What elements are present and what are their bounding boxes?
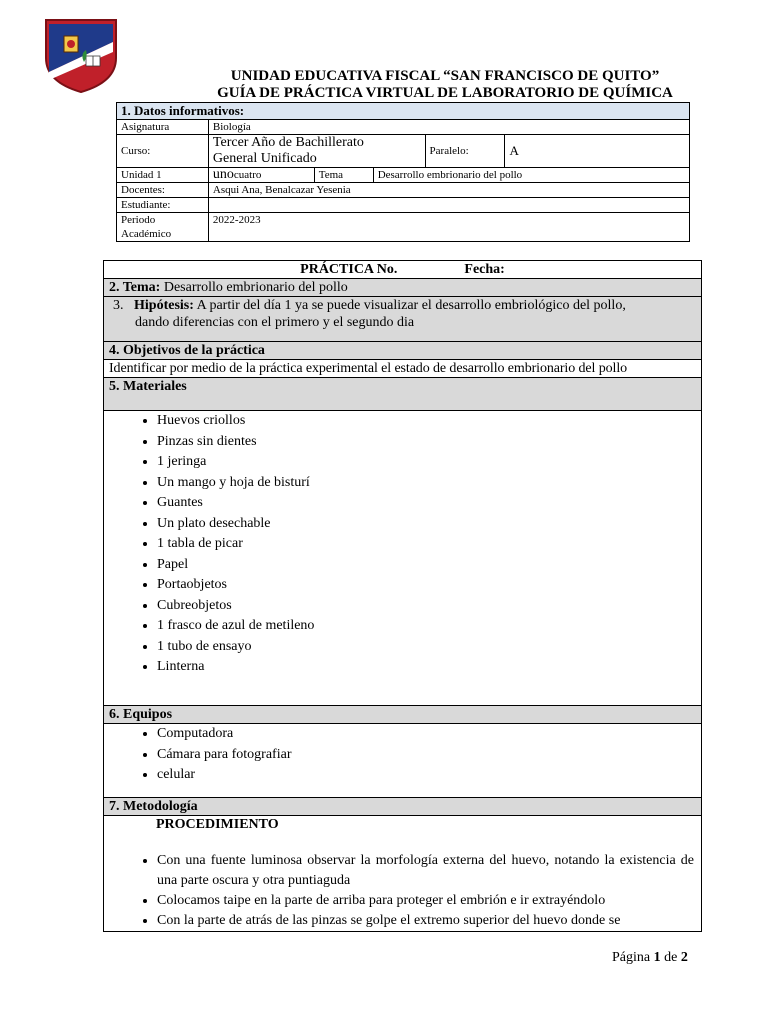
footer-page-word: Página: [612, 950, 651, 965]
material-item: • 1 frasco de azul de metileno: [157, 616, 696, 637]
hipotesis-row: [104, 297, 702, 342]
material-item: • Un mango y hoja de bisturí: [157, 473, 696, 494]
estudiante-label: Estudiante:: [117, 198, 209, 213]
equipo-item: • celular: [157, 765, 696, 786]
metodologia-label: 7. Metodología: [104, 798, 702, 816]
periodo-value: 2022-2023: [208, 213, 689, 242]
asignatura-label: Asignatura: [117, 120, 209, 135]
docentes-label: Docentes:: [117, 183, 209, 198]
material-item: • Papel: [157, 555, 696, 576]
tema-value: Desarrollo embrionario del pollo: [373, 168, 689, 183]
curso-value-line1: Tercer Año de Bachillerato: [212, 135, 364, 150]
guide-title: GUÍA DE PRÁCTICA VIRTUAL DE LABORATORIO DE QUÍMICA: [217, 85, 673, 101]
hipotesis-number: 3.: [113, 298, 124, 313]
objetivos-label: 4. Objetivos de la práctica: [104, 342, 702, 360]
footer-de-word: de: [664, 950, 678, 965]
material-item: • 1 jeringa: [157, 452, 696, 473]
unidad-value: [208, 168, 314, 183]
periodo-label: [117, 213, 209, 242]
info-table: [116, 102, 690, 242]
periodo-label-line1: Periodo: [121, 214, 156, 226]
docentes-value: Asqui Ana, Benalcazar Yesenia: [208, 183, 689, 198]
hipotesis-value-line1: A partir del día 1 ya se puede visualizar el desarrollo embriológico del pollo,: [196, 298, 626, 313]
hipotesis-label: Hipótesis:: [134, 298, 194, 313]
tema-row: [104, 279, 702, 297]
equipo-item: • Cámara para fotografiar: [157, 745, 696, 766]
asignatura-value: Biología: [208, 120, 689, 135]
practice-number-label: PRÁCTICA No.: [300, 262, 398, 277]
equipos-list: [109, 724, 696, 786]
curso-value-line2: General Unificado: [212, 151, 317, 166]
footer-current-page: 1: [653, 950, 661, 965]
procedimiento-step: • Con la parte de atrás de las pinzas se golpe el extremo superior del huevo donde se: [157, 911, 696, 931]
material-item: • Portaobjetos: [157, 575, 696, 596]
school-name: UNIDAD EDUCATIVA FISCAL “SAN FRANCISCO DE QUITO”: [230, 68, 660, 84]
footer-total-pages: 2: [680, 950, 688, 965]
materiales-list: [109, 411, 696, 678]
curso-label: Curso:: [117, 135, 209, 168]
fecha-label: Fecha:: [464, 262, 505, 277]
paralelo-value: A: [505, 135, 690, 168]
practice-table: [103, 260, 702, 932]
equipo-item: • Computadora: [157, 724, 696, 745]
tema-row-value: Desarrollo embrionario del pollo: [163, 280, 348, 295]
materiales-cell: [104, 411, 702, 706]
materiales-label: 5. Materiales: [104, 378, 702, 411]
unidad-label: Unidad 1: [117, 168, 209, 183]
procedimiento-heading: PROCEDIMIENTO: [156, 817, 279, 832]
curso-value: [208, 135, 425, 168]
material-item: • Cubreobjetos: [157, 596, 696, 617]
procedimiento-list: [109, 851, 696, 931]
equipos-label: 6. Equipos: [104, 706, 702, 724]
unidad-value-small: cuatro: [233, 169, 262, 181]
practice-title-row: [104, 261, 702, 279]
document-header: [150, 68, 740, 102]
periodo-label-line2: Académico: [121, 228, 172, 240]
info-title: 1. Datos informativos:: [117, 103, 690, 120]
procedimiento-step: • Con una fuente luminosa observar la morfología externa del huevo, notando la existencia de una parte oscura y otra puntiaguda: [157, 851, 696, 891]
procedimiento-step: • Colocamos taipe en la parte de arriba para proteger el embrión e ir extrayéndolo: [157, 891, 696, 911]
objetivos-value: Identificar por medio de la práctica experimental el estado de desarrollo embrionario del pollo: [104, 360, 702, 378]
metodologia-cell: [104, 816, 702, 932]
material-item: • Pinzas sin dientes: [157, 432, 696, 453]
unidad-value-big: uno: [212, 167, 234, 182]
material-item: • 1 tabla de picar: [157, 534, 696, 555]
material-item: • Linterna: [157, 657, 696, 678]
estudiante-value: [208, 198, 689, 213]
hipotesis-value-line2: dando diferencias con el primero y el segundo dia: [135, 315, 415, 330]
paralelo-label: Paralelo:: [425, 135, 505, 168]
material-item: • Guantes: [157, 493, 696, 514]
equipos-cell: [104, 724, 702, 798]
school-logo: [40, 12, 122, 94]
tema-row-label: 2. Tema:: [109, 280, 161, 295]
material-item: • Un plato desechable: [157, 514, 696, 535]
tema-label: Tema: [314, 168, 373, 183]
material-item: • Huevos criollos: [157, 411, 696, 432]
material-item: • 1 tubo de ensayo: [157, 637, 696, 658]
page-footer: [612, 950, 688, 966]
